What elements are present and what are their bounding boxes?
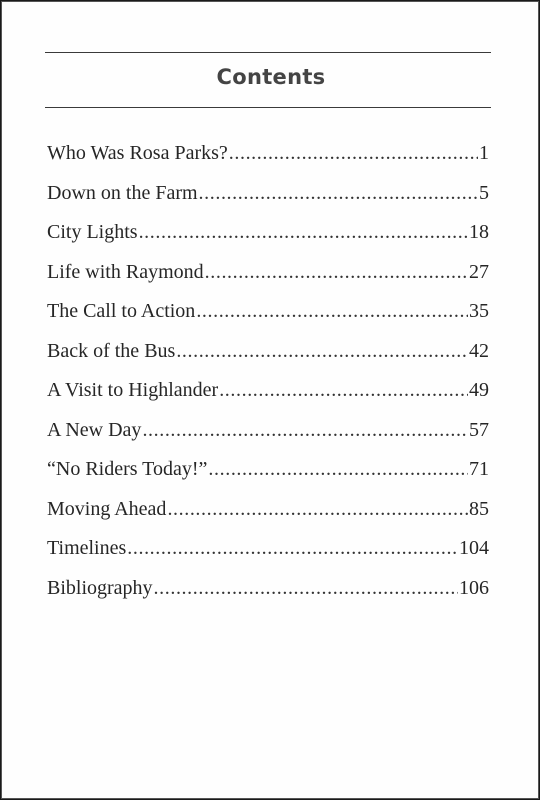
dot-leader (219, 379, 468, 402)
page-title: Contents (216, 65, 326, 89)
toc-entry-page: 27 (469, 260, 489, 283)
toc-entry-page: 71 (469, 458, 489, 480)
dot-leader (154, 577, 458, 600)
toc-entry (47, 537, 489, 577)
toc-entry-title: Who Was Rosa Parks? (47, 142, 228, 164)
top-divider (45, 52, 491, 53)
toc-entry-title: The Call to Action (47, 300, 196, 322)
toc-entry-title: Life with Raymond (47, 260, 204, 283)
toc-entry-title: City Lights (47, 221, 138, 243)
toc-entry-page: 49 (469, 379, 489, 401)
toc-entry-page: 57 (469, 418, 489, 441)
toc-entry-title: A Visit to Highlander (47, 379, 219, 401)
toc-entry-page: 85 (469, 497, 489, 520)
dot-leader (229, 142, 478, 165)
toc-entry-title: Timelines (47, 537, 127, 559)
toc-entry-title: Down on the Farm (47, 181, 198, 204)
toc-entry (47, 340, 489, 380)
dot-leader (208, 458, 468, 481)
toc-entry-page: 42 (469, 339, 489, 362)
toc-entry (47, 379, 489, 419)
toc-entry-page: 5 (479, 181, 489, 204)
dot-leader (199, 182, 478, 205)
toc-entry-title: “No Riders Today!” (47, 458, 208, 480)
dot-leader (167, 498, 468, 521)
bottom-divider (45, 107, 491, 108)
toc-entry-title: Moving Ahead (47, 497, 167, 520)
dot-leader (196, 300, 468, 323)
toc-entry-page: 1 (479, 142, 489, 164)
table-of-contents (47, 142, 489, 616)
dot-leader (205, 261, 468, 284)
toc-entry (47, 458, 489, 498)
toc-entry (47, 419, 489, 459)
toc-entry (47, 261, 489, 301)
toc-entry-title: Bibliography (47, 576, 153, 599)
toc-entry-page: 35 (469, 300, 489, 322)
toc-entry (47, 182, 489, 222)
toc-entry (47, 221, 489, 261)
toc-entry (47, 498, 489, 538)
dot-leader (139, 221, 468, 244)
dot-leader (127, 537, 458, 560)
toc-entry-title: Back of the Bus (47, 339, 176, 362)
toc-entry-title: A New Day (47, 418, 142, 441)
toc-entry-page: 104 (459, 537, 489, 559)
toc-entry-page: 18 (469, 221, 489, 243)
toc-entry (47, 577, 489, 617)
toc-entry (47, 142, 489, 182)
dot-leader (176, 340, 468, 363)
toc-entry-page: 106 (459, 576, 489, 599)
toc-entry (47, 300, 489, 340)
dot-leader (142, 419, 468, 442)
